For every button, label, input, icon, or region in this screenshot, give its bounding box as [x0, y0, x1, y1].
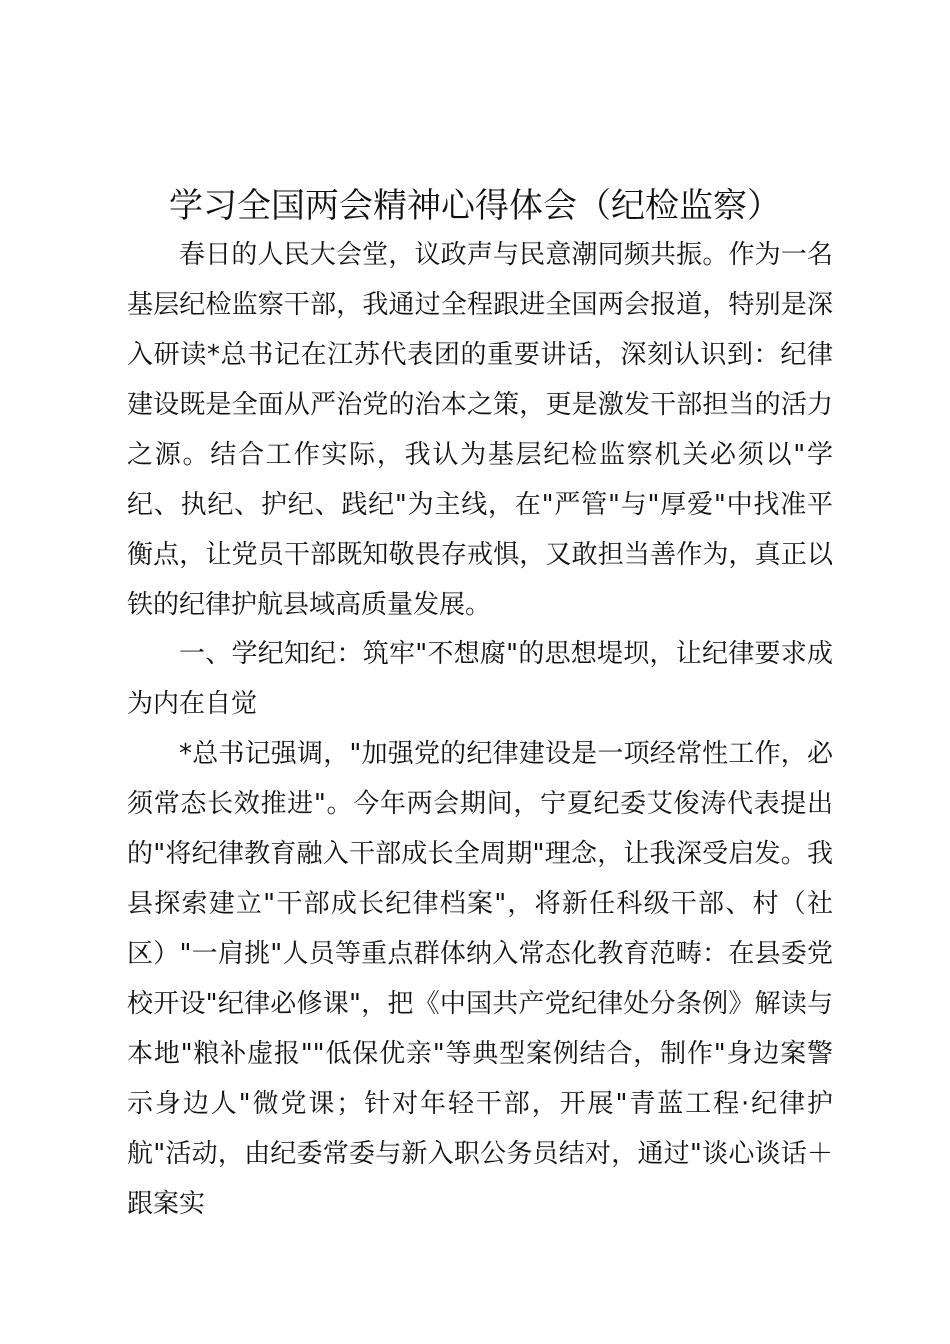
section-heading-1: 一、学纪知纪：筑牢"不想腐"的思想堤坝，让纪律要求成为内在自觉 [127, 639, 833, 719]
paragraph-section-1: *总书记强调，"加强党的纪律建设是一项经常性工作，必须常态长效推进"。今年两会期间，宁夏纪委艾俊涛代表提出的"将纪律教育融入干部成长全周期"理念，让我深受启发。我县探索建立"干部成长纪律档案"，将新任科级干部、村（社区）"一肩挑"人员等重点群体纳入常态化教育范畴：在县委党校开设"纪律必修课"，把《中国共产党纪律处分条例》解读与本地"粮补虚报""低保优亲"等典型案例结合，制作"身边案警示身边人"微党课；针对年轻干部，开展"青蓝工程·纪律护航"活动，由纪委常委与新入职公务员结对，通过"谈心谈话＋跟案实 [127, 739, 833, 1219]
paragraph-intro: 春日的人民大会堂，议政声与民意潮同频共振。作为一名基层纪检监察干部，我通过全程跟进全国两会报道，特别是深入研读*总书记在江苏代表团的重要讲话，深刻认识到：纪律建设既是全面从严治党的治本之策，更是激发干部担当的活力之源。结合工作实际，我认为基层纪检监察机关必须以"学纪、执纪、护纪、践纪"为主线，在"严管"与"厚爱"中找准平衡点，让党员干部既知敬畏存戒惧，又敢担当善作为，真正以铁的纪律护航县域高质量发展。 [127, 240, 833, 620]
document-title: 学习全国两会精神心得体会（纪检监察） [169, 186, 781, 226]
